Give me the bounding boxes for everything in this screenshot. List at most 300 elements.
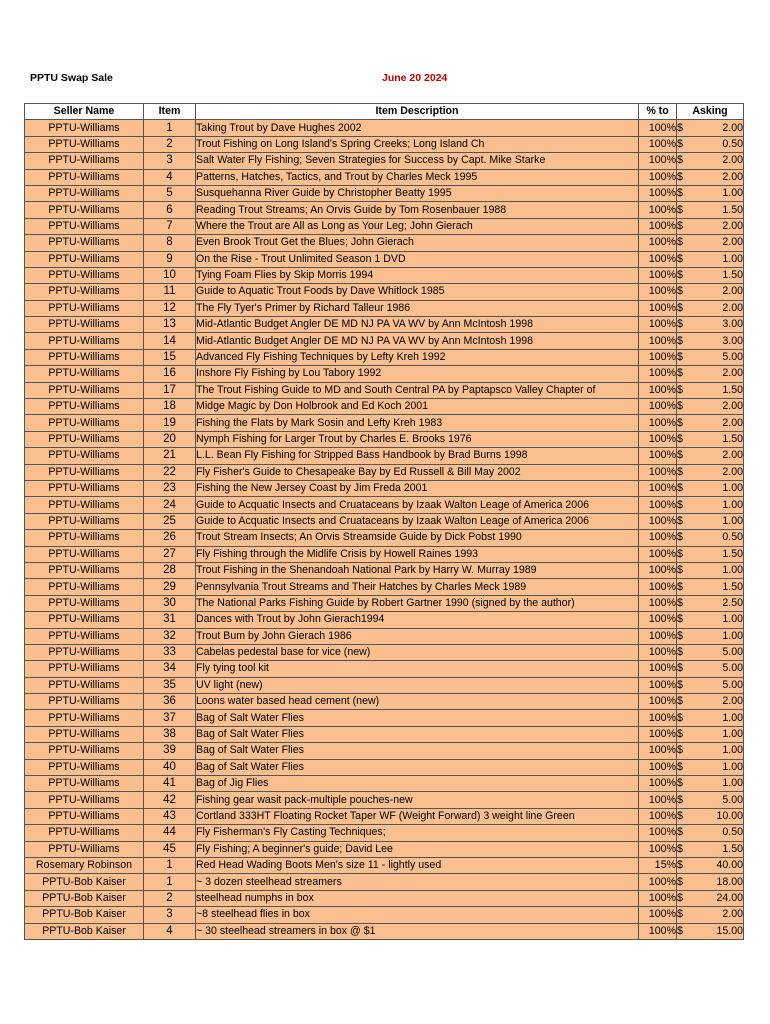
item-description-cell: Reading Trout Streams; An Orvis Guide by Tom Rosenbauer 1988 [196, 202, 639, 218]
currency-symbol: $ [677, 793, 683, 806]
item-number-cell: 4 [144, 169, 196, 185]
table-row [25, 513, 744, 529]
item-description-cell: Fishing the Flats by Mark Sosin and Lefty Kreh 1983 [196, 415, 639, 431]
asking-amount: 1.50 [722, 203, 743, 216]
item-number-cell: 6 [144, 202, 196, 218]
percent-to-cell: 100% [639, 546, 677, 562]
item-description-cell: Guide to Aquatic Trout Foods by Dave Whitlock 1985 [196, 284, 639, 300]
seller-cell: PPTU-Williams [25, 776, 144, 792]
percent-to-cell: 100% [639, 202, 677, 218]
item-description-cell: The Trout Fishing Guide to MD and South Central PA by Paptapsco Valley Chapter of [196, 382, 639, 398]
percent-to-cell: 100% [639, 185, 677, 201]
seller-cell: PPTU-Williams [25, 825, 144, 841]
seller-cell: PPTU-Williams [25, 284, 144, 300]
item-number-cell: 43 [144, 808, 196, 824]
item-number-cell: 21 [144, 448, 196, 464]
seller-cell: PPTU-Bob Kaiser [25, 907, 144, 923]
percent-to-cell: 15% [639, 857, 677, 873]
currency-symbol: $ [677, 137, 683, 150]
asking-price-cell [677, 464, 744, 480]
item-number-cell: 22 [144, 464, 196, 480]
asking-price-cell [677, 759, 744, 775]
asking-amount: 15.00 [716, 924, 743, 937]
percent-to-cell: 100% [639, 284, 677, 300]
seller-cell: PPTU-Williams [25, 136, 144, 152]
asking-amount: 5.00 [722, 678, 743, 691]
percent-to-cell: 100% [639, 710, 677, 726]
seller-cell: PPTU-Williams [25, 743, 144, 759]
asking-amount: 2.00 [722, 154, 743, 167]
seller-cell: PPTU-Williams [25, 120, 144, 136]
asking-amount: 2.00 [722, 416, 743, 429]
item-number-cell: 12 [144, 300, 196, 316]
asking-amount: 2.00 [722, 908, 743, 921]
item-number-cell: 24 [144, 497, 196, 513]
seller-cell: PPTU-Williams [25, 759, 144, 775]
item-description-cell: The National Parks Fishing Guide by Robert Gartner 1990 (signed by the author) [196, 595, 639, 611]
currency-symbol: $ [677, 908, 683, 921]
table-row [25, 677, 744, 693]
table-row [25, 792, 744, 808]
table-row [25, 300, 744, 316]
asking-price-cell [677, 677, 744, 693]
item-description-cell: ~8 steelhead flies in box [196, 907, 639, 923]
asking-price-cell [677, 431, 744, 447]
asking-amount: 2.00 [722, 301, 743, 314]
item-description-cell: Advanced Fly Fishing Techniques by Lefty Kreh 1992 [196, 349, 639, 365]
percent-to-cell: 100% [639, 661, 677, 677]
asking-amount: 5.00 [722, 646, 743, 659]
seller-cell: PPTU-Williams [25, 710, 144, 726]
item-description-cell: Guide to Acquatic Insects and Cruataceans by Izaak Walton Leage of America 2006 [196, 497, 639, 513]
asking-amount: 2.00 [722, 219, 743, 232]
asking-amount: 1.50 [722, 842, 743, 855]
item-number-cell: 7 [144, 218, 196, 234]
seller-cell: PPTU-Williams [25, 153, 144, 169]
table-row [25, 825, 744, 841]
asking-price-cell [677, 448, 744, 464]
seller-cell: PPTU-Williams [25, 694, 144, 710]
seller-cell: PPTU-Bob Kaiser [25, 874, 144, 890]
item-number-cell: 32 [144, 628, 196, 644]
seller-cell: PPTU-Williams [25, 300, 144, 316]
swap-sale-table [24, 103, 744, 940]
item-description-cell: Bag of Salt Water Flies [196, 743, 639, 759]
table-row [25, 480, 744, 496]
currency-symbol: $ [677, 629, 683, 642]
asking-price-cell [677, 185, 744, 201]
item-description-cell: Fly Fisherman's Fly Casting Techniques; [196, 825, 639, 841]
item-number-cell: 41 [144, 776, 196, 792]
item-description-cell: steelhead numphs in box [196, 890, 639, 906]
currency-symbol: $ [677, 728, 683, 741]
item-number-cell: 10 [144, 267, 196, 283]
seller-cell: PPTU-Williams [25, 612, 144, 628]
item-description-cell: L.L. Bean Fly Fishing for Stripped Bass Handbook by Brad Burns 1998 [196, 448, 639, 464]
item-description-cell: ~ 3 dozen steelhead streamers [196, 874, 639, 890]
table-row [25, 317, 744, 333]
currency-symbol: $ [677, 760, 683, 773]
item-description-cell: Dances with Trout by John Gierach1994 [196, 612, 639, 628]
table-row [25, 415, 744, 431]
table-row [25, 890, 744, 906]
table-row [25, 726, 744, 742]
asking-amount: 1.50 [722, 547, 743, 560]
percent-to-cell: 100% [639, 890, 677, 906]
asking-price-cell [677, 399, 744, 415]
percent-to-cell: 100% [639, 562, 677, 578]
asking-amount: 40.00 [716, 859, 743, 872]
asking-price-cell [677, 153, 744, 169]
asking-price-cell [677, 890, 744, 906]
asking-amount: 1.00 [722, 482, 743, 495]
asking-price-cell [677, 349, 744, 365]
table-row [25, 333, 744, 349]
asking-amount: 10.00 [716, 809, 743, 822]
item-number-cell: 8 [144, 235, 196, 251]
percent-to-cell: 100% [639, 382, 677, 398]
currency-symbol: $ [677, 875, 683, 888]
table-row [25, 857, 744, 873]
percent-to-cell: 100% [639, 612, 677, 628]
table-row [25, 267, 744, 283]
asking-price-cell [677, 841, 744, 857]
table-row [25, 595, 744, 611]
asking-amount: 3.00 [722, 334, 743, 347]
seller-cell: PPTU-Williams [25, 644, 144, 660]
seller-cell: PPTU-Williams [25, 382, 144, 398]
currency-symbol: $ [677, 646, 683, 659]
item-number-cell: 36 [144, 694, 196, 710]
seller-cell: PPTU-Williams [25, 235, 144, 251]
asking-price-cell [677, 267, 744, 283]
item-number-cell: 2 [144, 890, 196, 906]
table-row [25, 349, 744, 365]
currency-symbol: $ [677, 285, 683, 298]
seller-cell: PPTU-Williams [25, 267, 144, 283]
asking-amount: 2.00 [722, 121, 743, 134]
sheet-title: PPTU Swap Sale [30, 72, 113, 84]
table-body [25, 120, 744, 940]
item-number-cell: 44 [144, 825, 196, 841]
asking-price-cell [677, 776, 744, 792]
currency-symbol: $ [677, 580, 683, 593]
item-description-cell: UV light (new) [196, 677, 639, 693]
seller-cell: PPTU-Williams [25, 513, 144, 529]
table-row [25, 218, 744, 234]
asking-amount: 1.00 [722, 744, 743, 757]
item-number-cell: 39 [144, 743, 196, 759]
seller-cell: PPTU-Williams [25, 628, 144, 644]
asking-price-cell [677, 546, 744, 562]
seller-cell: PPTU-Williams [25, 399, 144, 415]
asking-price-cell [677, 743, 744, 759]
table-row [25, 382, 744, 398]
item-number-cell: 23 [144, 480, 196, 496]
asking-price-cell [677, 497, 744, 513]
currency-symbol: $ [677, 482, 683, 495]
asking-price-cell [677, 300, 744, 316]
item-description-cell: Susquehanna River Guide by Christopher Beatty 1995 [196, 185, 639, 201]
table-row [25, 448, 744, 464]
currency-symbol: $ [677, 334, 683, 347]
asking-price-cell [677, 284, 744, 300]
asking-price-cell [677, 480, 744, 496]
currency-symbol: $ [677, 924, 683, 937]
item-description-cell: Fly Fisher's Guide to Chesapeake Bay by Ed Russell & Bill May 2002 [196, 464, 639, 480]
currency-symbol: $ [677, 891, 683, 904]
seller-cell: PPTU-Williams [25, 333, 144, 349]
seller-cell: PPTU-Williams [25, 677, 144, 693]
currency-symbol: $ [677, 564, 683, 577]
item-description-cell: The Fly Tyer's Primer by Richard Talleur 1986 [196, 300, 639, 316]
item-description-cell: Salt Water Fly Fishing; Seven Strategies for Success by Capt. Mike Starke [196, 153, 639, 169]
asking-price-cell [677, 513, 744, 529]
seller-cell: PPTU-Williams [25, 595, 144, 611]
percent-to-cell: 100% [639, 792, 677, 808]
currency-symbol: $ [677, 859, 683, 872]
percent-to-cell: 100% [639, 218, 677, 234]
asking-amount: 1.00 [722, 187, 743, 200]
percent-to-cell: 100% [639, 366, 677, 382]
item-description-cell: Midge Magic by Don Holbrook and Ed Koch 2001 [196, 399, 639, 415]
currency-symbol: $ [677, 842, 683, 855]
table-row [25, 923, 744, 939]
table-row [25, 284, 744, 300]
item-description-cell: Fly Fishing through the Midlife Crisis by Howell Raines 1993 [196, 546, 639, 562]
item-number-cell: 40 [144, 759, 196, 775]
asking-amount: 2.00 [722, 367, 743, 380]
asking-price-cell [677, 726, 744, 742]
table-row [25, 694, 744, 710]
item-description-cell: Cortland 333HT Floating Rocket Taper WF (Weight Forward) 3 weight line Green [196, 808, 639, 824]
asking-price-cell [677, 415, 744, 431]
seller-cell: PPTU-Williams [25, 448, 144, 464]
seller-cell: Rosemary Robinson [25, 857, 144, 873]
table-row [25, 169, 744, 185]
item-number-cell: 3 [144, 153, 196, 169]
asking-price-cell [677, 218, 744, 234]
item-number-cell: 25 [144, 513, 196, 529]
asking-price-cell [677, 710, 744, 726]
asking-amount: 0.50 [722, 137, 743, 150]
asking-price-cell [677, 562, 744, 578]
item-description-cell: Nymph Fishing for Larger Trout by Charles E. Brooks 1976 [196, 431, 639, 447]
seller-cell: PPTU-Williams [25, 792, 144, 808]
item-number-cell: 3 [144, 907, 196, 923]
asking-amount: 0.50 [722, 826, 743, 839]
table-row [25, 399, 744, 415]
table-row [25, 907, 744, 923]
asking-price-cell [677, 235, 744, 251]
currency-symbol: $ [677, 711, 683, 724]
currency-symbol: $ [677, 203, 683, 216]
item-description-cell: Cabelas pedestal base for vice (new) [196, 644, 639, 660]
item-number-cell: 18 [144, 399, 196, 415]
table-row [25, 710, 744, 726]
item-number-cell: 45 [144, 841, 196, 857]
asking-price-cell [677, 595, 744, 611]
asking-amount: 2.00 [722, 400, 743, 413]
seller-cell: PPTU-Williams [25, 317, 144, 333]
table-row [25, 841, 744, 857]
asking-amount: 24.00 [716, 891, 743, 904]
table-row [25, 644, 744, 660]
item-number-cell: 37 [144, 710, 196, 726]
currency-symbol: $ [677, 613, 683, 626]
currency-symbol: $ [677, 170, 683, 183]
item-number-cell: 4 [144, 923, 196, 939]
item-number-cell: 1 [144, 857, 196, 873]
seller-cell: PPTU-Williams [25, 497, 144, 513]
asking-amount: 2.50 [722, 596, 743, 609]
item-number-cell: 35 [144, 677, 196, 693]
item-description-cell: Trout Fishing in the Shenandoah National Park by Harry W. Murray 1989 [196, 562, 639, 578]
item-number-cell: 17 [144, 382, 196, 398]
item-description-cell: Fishing gear wasit pack-multiple pouches-new [196, 792, 639, 808]
currency-symbol: $ [677, 433, 683, 445]
asking-price-cell [677, 808, 744, 824]
percent-to-cell: 100% [639, 169, 677, 185]
asking-amount: 3.00 [722, 318, 743, 331]
item-description-cell: Taking Trout by Dave Hughes 2002 [196, 120, 639, 136]
table-row [25, 612, 744, 628]
table-row [25, 202, 744, 218]
asking-price-cell [677, 382, 744, 398]
item-description-cell: Mid-Atlantic Budget Angler DE MD NJ PA VA WV by Ann McIntosh 1998 [196, 333, 639, 349]
currency-symbol: $ [677, 351, 683, 364]
percent-to-cell: 100% [639, 841, 677, 857]
asking-price-cell [677, 923, 744, 939]
currency-symbol: $ [677, 416, 683, 429]
seller-cell: PPTU-Williams [25, 415, 144, 431]
item-number-cell: 34 [144, 661, 196, 677]
item-description-cell: Guide to Acquatic Insects and Cruataceans by Izaak Walton Leage of America 2006 [196, 513, 639, 529]
currency-symbol: $ [677, 826, 683, 839]
asking-price-cell [677, 530, 744, 546]
seller-cell: PPTU-Williams [25, 808, 144, 824]
asking-amount: 1.00 [722, 564, 743, 577]
seller-cell: PPTU-Williams [25, 202, 144, 218]
percent-to-cell: 100% [639, 776, 677, 792]
item-description-cell: Trout Fishing on Long Island's Spring Creeks; Long Island Ch [196, 136, 639, 152]
item-description-cell: Trout Stream Insects; An Orvis Streamside Guide by Dick Pobst 1990 [196, 530, 639, 546]
table-row [25, 120, 744, 136]
item-description-cell: Where the Trout are All as Long as Your Leg; John Gierach [196, 218, 639, 234]
asking-price-cell [677, 120, 744, 136]
currency-symbol: $ [677, 383, 683, 396]
table-row [25, 185, 744, 201]
item-number-cell: 15 [144, 349, 196, 365]
header-row [25, 104, 744, 120]
table-row [25, 808, 744, 824]
header-pct-to: % to [639, 104, 677, 120]
seller-cell: PPTU-Williams [25, 546, 144, 562]
asking-amount: 1.00 [722, 711, 743, 724]
percent-to-cell: 100% [639, 349, 677, 365]
seller-cell: PPTU-Williams [25, 480, 144, 496]
table-row [25, 562, 744, 578]
percent-to-cell: 100% [639, 399, 677, 415]
percent-to-cell: 100% [639, 530, 677, 546]
asking-amount: 1.00 [722, 514, 743, 527]
asking-amount: 18.00 [716, 875, 743, 888]
currency-symbol: $ [677, 121, 683, 134]
header-item-description: Item Description [196, 104, 639, 120]
percent-to-cell: 100% [639, 759, 677, 775]
table-row [25, 661, 744, 677]
asking-price-cell [677, 792, 744, 808]
item-number-cell: 5 [144, 185, 196, 201]
table-row [25, 579, 744, 595]
item-number-cell: 14 [144, 333, 196, 349]
seller-cell: PPTU-Williams [25, 431, 144, 447]
header-seller-name: Seller Name [25, 104, 144, 120]
percent-to-cell: 100% [639, 136, 677, 152]
item-description-cell: Bag of Jig Flies [196, 776, 639, 792]
item-number-cell: 16 [144, 366, 196, 382]
item-number-cell: 26 [144, 530, 196, 546]
asking-price-cell [677, 251, 744, 267]
item-description-cell: Even Brook Trout Get the Blues; John Gierach [196, 235, 639, 251]
item-number-cell: 13 [144, 317, 196, 333]
currency-symbol: $ [677, 449, 683, 462]
currency-symbol: $ [677, 531, 683, 544]
asking-price-cell [677, 628, 744, 644]
currency-symbol: $ [677, 269, 683, 282]
currency-symbol: $ [677, 301, 683, 314]
asking-amount: 1.50 [722, 433, 743, 445]
seller-cell: PPTU-Williams [25, 579, 144, 595]
percent-to-cell: 100% [639, 300, 677, 316]
item-description-cell: On the Rise - Trout Unlimited Season 1 DVD [196, 251, 639, 267]
table-row [25, 464, 744, 480]
item-number-cell: 28 [144, 562, 196, 578]
asking-amount: 1.50 [722, 580, 743, 593]
item-number-cell: 33 [144, 644, 196, 660]
asking-amount: 1.00 [722, 613, 743, 626]
item-number-cell: 38 [144, 726, 196, 742]
percent-to-cell: 100% [639, 726, 677, 742]
asking-amount: 2.00 [722, 695, 743, 708]
table-row [25, 153, 744, 169]
table-row [25, 366, 744, 382]
percent-to-cell: 100% [639, 874, 677, 890]
item-number-cell: 19 [144, 415, 196, 431]
percent-to-cell: 100% [639, 333, 677, 349]
seller-cell: PPTU-Bob Kaiser [25, 923, 144, 939]
percent-to-cell: 100% [639, 120, 677, 136]
currency-symbol: $ [677, 498, 683, 511]
table-row [25, 497, 744, 513]
percent-to-cell: 100% [639, 677, 677, 693]
asking-amount: 2.00 [722, 236, 743, 249]
percent-to-cell: 100% [639, 694, 677, 710]
item-number-cell: 20 [144, 431, 196, 447]
percent-to-cell: 100% [639, 907, 677, 923]
item-number-cell: 2 [144, 136, 196, 152]
seller-cell: PPTU-Williams [25, 661, 144, 677]
asking-price-cell [677, 612, 744, 628]
table-row [25, 251, 744, 267]
asking-price-cell [677, 825, 744, 841]
header-asking: Asking [677, 104, 744, 120]
asking-price-cell [677, 694, 744, 710]
asking-price-cell [677, 333, 744, 349]
item-number-cell: 11 [144, 284, 196, 300]
asking-price-cell [677, 202, 744, 218]
seller-cell: PPTU-Williams [25, 366, 144, 382]
